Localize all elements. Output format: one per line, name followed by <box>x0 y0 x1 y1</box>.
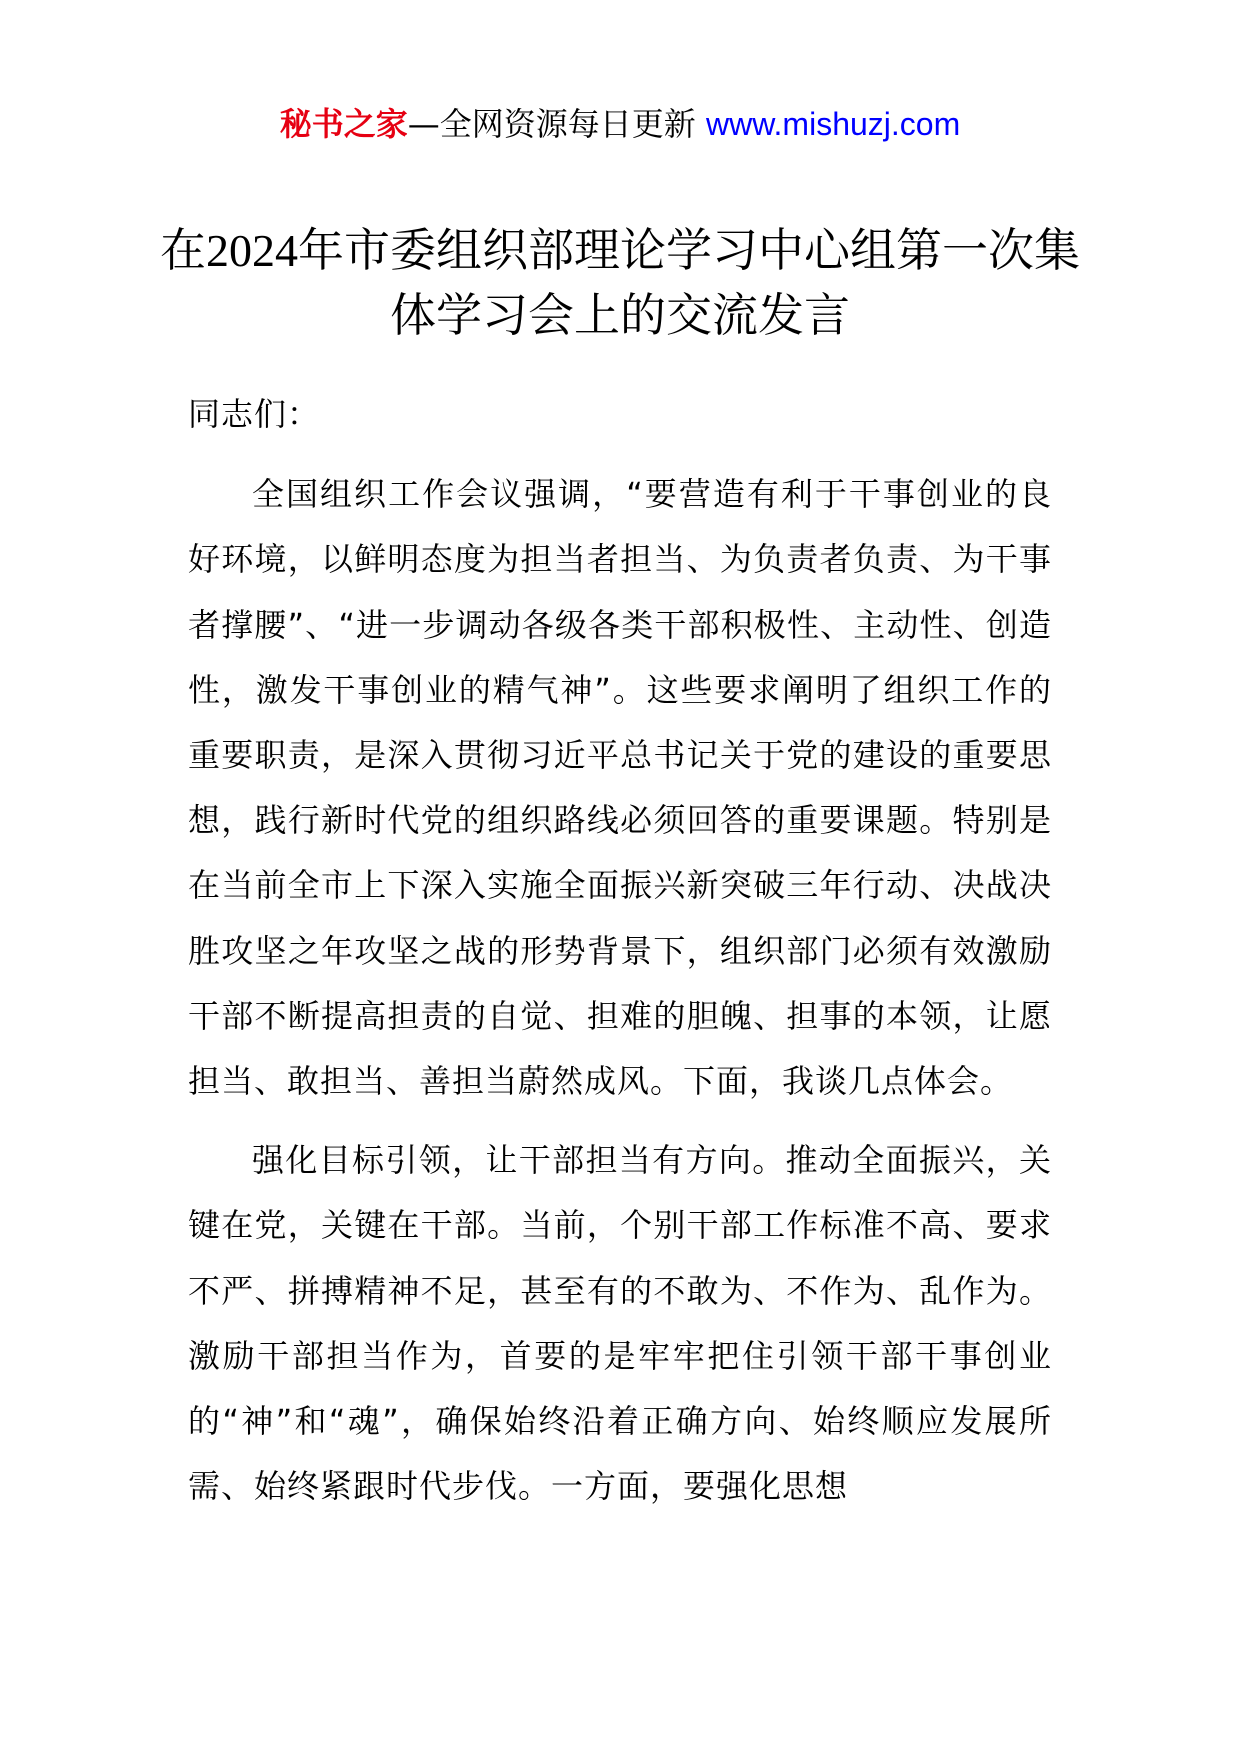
document-body <box>188 382 1052 1519</box>
title-rest: 年市委组织部理论学习中心组第一次集体学习会上的交流发言 <box>298 223 1080 342</box>
salutation: 同志们： <box>188 395 321 433</box>
title-year: 2024 <box>206 225 298 276</box>
title-prefix: 在 <box>160 223 206 277</box>
header-tagline: —全网资源每日更新 <box>407 105 696 143</box>
document-title <box>150 218 1090 348</box>
paragraph-2-lead: 强化目标引领，让干部担当有方向。 <box>252 1141 786 1180</box>
brand-name: 秘书之家 <box>279 105 408 143</box>
paragraph-2-rest: 推动全面振兴，关键在党，关键在干部。当前，个别干部工作标准不高、要求不严、拼搏精神不足，甚至有的不敢为、不作为、乱作为。激励干部担当作为，首要的是牢牢把住引领干部干事创业的“神”和“魂”，确保始终沿着正确方向、始终顺应发展所需、始终紧跟时代步伐。一方面，要强化思想 <box>188 1141 1052 1506</box>
website-link[interactable]: www.mishuzj.com <box>705 106 961 142</box>
paragraph-1: 全国组织工作会议强调，“要营造有利于干事创业的良好环境，以鲜明态度为担当者担当、为负责者负责、为干事者撑腰”、“进一步调动各级各类干部积极性、主动性、创造性，激发干事创业的精气神”。这些要求阐明了组织工作的重要职责，是深入贯彻习近平总书记关于党的建设的重要思想，践行新时代党的组织路线必须回答的重要课题。特别是在当前全市上下深入实施全面振兴新突破三年行动、决战决胜攻坚之年攻坚之战的形势背景下，组织部门必须有效激励干部不断提高担责的自觉、担难的胆魄、担事的本领，让愿担当、敢担当、善担当蔚然成风。下面，我谈几点体会。 <box>188 475 1052 1101</box>
page-header <box>0 100 1240 148</box>
paragraph-2 <box>188 1128 1052 1519</box>
